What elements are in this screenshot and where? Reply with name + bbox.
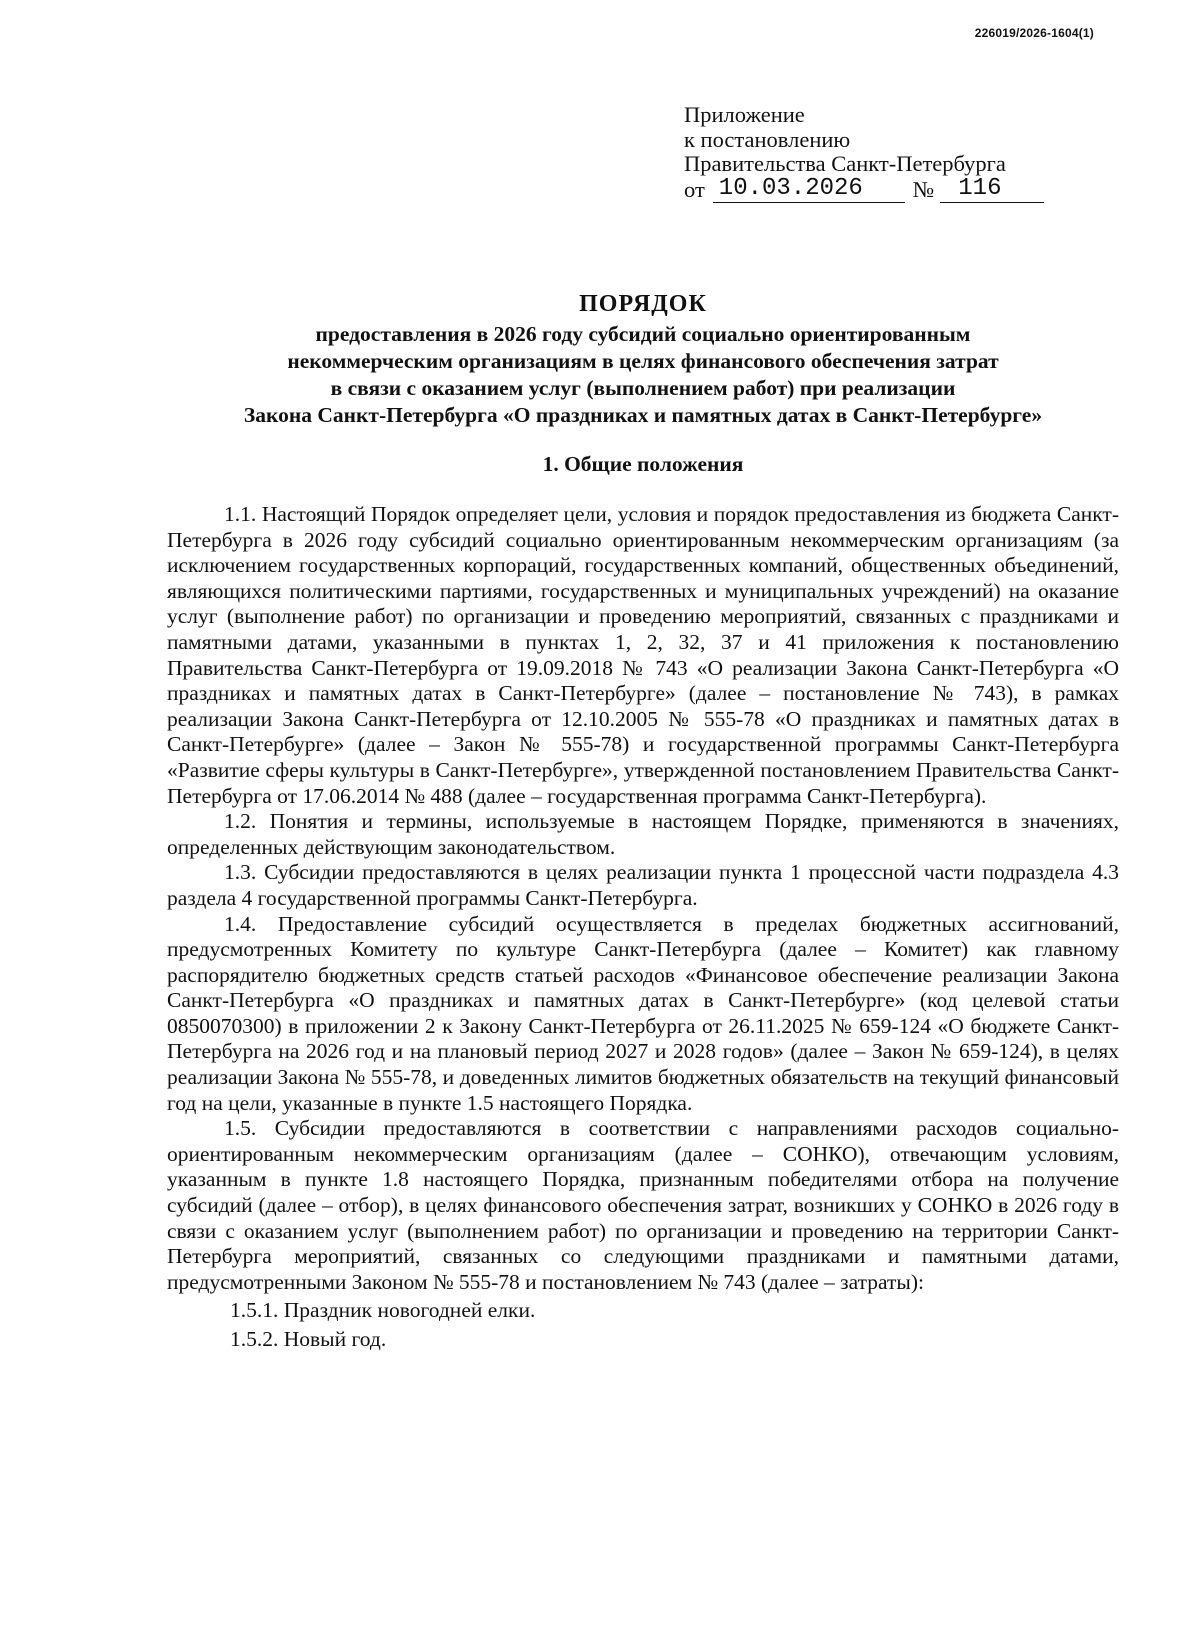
paragraph-1-3: 1.3. Субсидии предоставляются в целях реализации пункта 1 процессной части подраздела 4.3 раздела 4 государственной программы Санкт-Петербурга. (167, 860, 1119, 910)
document-body (167, 502, 1119, 1353)
subtitle-line: в связи с оказанием услуг (выполнением работ) при реализации (330, 376, 956, 400)
appendix-reference: к постановлению (684, 126, 851, 152)
list-item: 1.5.1. Праздник новогодней елки. (230, 1298, 536, 1323)
subtitle-line: некоммерческим организациям в целях финансового обеспечения затрат (287, 349, 999, 373)
appendix-authority: Правительства Санкт-Петербурга (684, 151, 1006, 176)
resolution-date: 10.03.2026 (713, 177, 905, 203)
appendix-block (684, 103, 1044, 203)
section-heading: 1. Общие положения (542, 452, 744, 476)
subtitle-line: Закона Санкт-Петербурга «О праздниках и памятных датах в Санкт-Петербурге» (243, 403, 1043, 427)
appendix-label: Приложение (684, 102, 805, 127)
subtitle-line: предоставления в 2026 году субсидий социально ориентированным (315, 322, 971, 346)
document-title-block (150, 289, 1136, 429)
document-subtitle (150, 321, 1136, 429)
document-registration-code: 226019/2026-1604(1) (974, 26, 1094, 40)
resolution-number: 116 (940, 177, 1044, 203)
date-prefix: от (684, 177, 705, 202)
paragraph-1-5: 1.5. Субсидии предоставляются в соответствии с направлениями расходов социально-ориентированным некоммерческим организациям (далее – СОНКО), отвечающим условиям, указанным в пункте 1.8 настоящего Порядка, признанным победителями отбора на получение субсидий (далее – отбор), в целях финансового обеспечения затрат, возникших у СОНКО в 2026 году в связи с оказанием услуг (выполнением работ) по организации и проведению на территории Санкт-Петербурга мероприятий, связанных со следующими праздниками и памятными датами, предусмотренными Законом № 555-78 и постановлением № 743 (далее – затраты): (167, 1116, 1119, 1294)
resolution-date-row (684, 174, 1044, 203)
paragraph-1-4: 1.4. Предоставление субсидий осуществляется в пределах бюджетных ассигнований, предусмотренных Комитету по культуре Санкт-Петербурга (далее – Комитет) как главному распорядителю бюджетных средств статьей расходов «Финансовое обеспечение реализации Закона Санкт-Петербурга «О праздниках и памятных датах в Санкт-Петербурге» (код целевой статьи 0850070300) в приложении 2 к Закону Санкт-Петербурга от 26.11.2025 № 659-124 «О бюджете Санкт-Петербурга на 2026 год и на плановый период 2027 и 2028 годов» (далее – Закон № 659-124), в целях реализации Закона № 555-78, и доведенных лимитов бюджетных обязательств на текущий финансовый год на цели, указанные в пункте 1.5 настоящего Порядка. (167, 911, 1119, 1115)
paragraph-1-2: 1.2. Понятия и термины, используемые в настоящем Порядке, применяются в значениях, определенных действующим законодательством. (167, 809, 1119, 859)
list-item: 1.5.2. Новый год. (230, 1327, 387, 1351)
number-label: № (912, 177, 935, 202)
document-title: ПОРЯДОК (579, 291, 707, 317)
paragraph-1-1: 1.1. Настоящий Порядок определяет цели, условия и порядок предоставления из бюджета Санкт-Петербурга в 2026 году субсидий социально ориентированным некоммерческим организациям (за исключением государственных корпораций, государственных компаний, общественных объединений, являющихся политическими партиями, государственных и муниципальных учреждений) на оказание услуг (выполнение работ) по организации и проведению мероприятий, связанных с праздниками и памятными датами, указанными в пунктах 1, 2, 32, 37 и 41 приложения к постановлению Правительства Санкт-Петербурга от 19.09.2018 № 743 «О реализации Закона Санкт-Петербурга «О праздниках и памятных датах в Санкт-Петербурге» (далее – постановление № 743), в рамках реализации Закона Санкт-Петербурга от 12.10.2005 № 555-78 «О праздниках и памятных датах в Санкт-Петербурге» (далее – Закон № 555-78) и государственной программы Санкт-Петербурга «Развитие сферы культуры в Санкт-Петербурге», утвержденной постановлением Правительства Санкт-Петербурга от 17.06.2014 № 488 (далее – государственная программа Санкт-Петербурга). (167, 502, 1119, 808)
